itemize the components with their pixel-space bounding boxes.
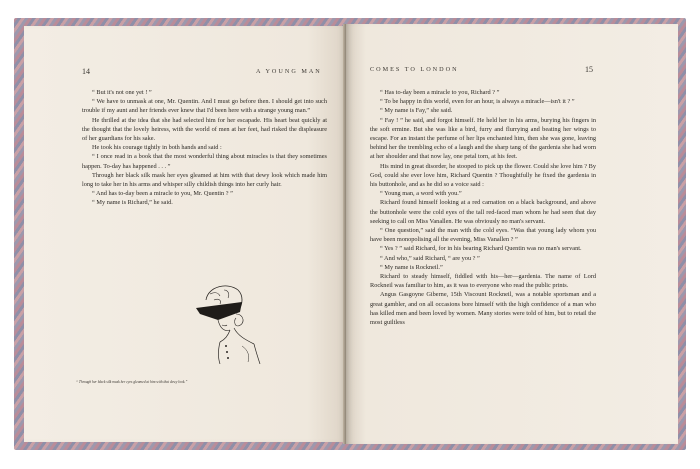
paragraph: “ Young man, a word with you.” bbox=[380, 190, 462, 198]
paragraph: “ My name is Richard,” he said. bbox=[92, 199, 173, 207]
paragraph: “ Yes ? ” said Richard, for in his bearing Richard Quentin was no man's servant. bbox=[380, 245, 582, 253]
paragraph: He took his courage tightly in both hands and said : bbox=[92, 144, 222, 152]
paragraph: “ One question,” said the man with the cold eyes. “Was that young lady whom you have been monopolising all the evening, Miss Vanallen ? ” bbox=[370, 227, 596, 244]
paragraph: Richard to steady himself, fiddled with his—her—gardenia. The name of Lord Rockneil was familiar to him, as it was to everyone who read the public prints. bbox=[370, 273, 596, 290]
right-page bbox=[346, 24, 678, 444]
left-page bbox=[24, 26, 346, 442]
running-head-right: COMES TO LONDON bbox=[370, 66, 459, 73]
page-number-right: 15 bbox=[585, 65, 593, 74]
paragraph: “ To be happy in this world, even for an hour, is always a miracle—isn't it ? ” bbox=[380, 98, 575, 106]
paragraph: “ My name is Fay,” she said. bbox=[380, 107, 453, 115]
paragraph: Richard found himself looking at a red carnation on a black background, and above the buttonhole were the cold eyes of the tall red-faced man whom he had seen that day seeking to call on Miss Vanallen. He was obviously no man's servant. bbox=[370, 199, 596, 225]
paragraph: “ And has to-day been a miracle to you, Mr. Quentin ? ” bbox=[92, 190, 233, 198]
paragraph: “ Has to-day been a miracle to you, Richard ? ” bbox=[380, 89, 500, 96]
page-number-left: 14 bbox=[82, 67, 90, 76]
paragraph: His mind in great disorder, he stooped to pick up the flower. Could she love him ? By God, could she ever love him, Richard Quentin ? Thoughtfully he fixed the gardenia in his buttonhole, and as he did so a voice said : bbox=[370, 162, 596, 189]
left-page-text bbox=[82, 88, 327, 208]
paragraph: “ And who,” said Richard, “ are you ? ” bbox=[380, 254, 480, 262]
masked-woman-illustration bbox=[184, 278, 264, 364]
paragraph: “ But it's not one yet ! ” bbox=[92, 89, 152, 96]
right-page-text bbox=[370, 88, 596, 327]
paragraph: Through her black silk mask her eyes gleamed at him with that dewy look which made him long to take her in his arms and whisper silly childish things into her curly hair. bbox=[82, 171, 327, 189]
running-head-left: A YOUNG MAN bbox=[256, 68, 322, 75]
paragraph: “ We have to unmask at one, Mr. Quentin. And I must go before then. I should get into such trouble if my aunt and her friends ever knew that I'd been here with a strange young man.” bbox=[82, 98, 327, 115]
paragraph: He thrilled at the idea that she had selected him for her escapade. His heart beat quickly at the thought that the lovely heiress, with the world of men at her feet, had risked the displeasure of her guardians for his sake. bbox=[82, 116, 327, 143]
paragraph: “ My name is Rockneil.” bbox=[380, 263, 443, 271]
paragraph: “ Fay ! ” he said, and forgot himself. He held her in his arms, burying his fingers in the soft ermine. But she was like a bird, furry and flurrying and beating her wings to escape. For an instant the perfume of her lips enchanted him, then she was gone, leaving behind her the trembling echo of a laugh and the sharp tang of the gardenia she had worn at her shoulder and that now lay, one petal torn, at his feet. bbox=[370, 116, 596, 161]
paragraph: “ I once read in a book that the most wonderful thing about miracles is that they sometimes happen. To-day has happened . . . ” bbox=[82, 153, 327, 170]
paragraph: Angus Gasgoyne Giberne, 15th Viscount Rockneil, was a notable sportsman and a great gambler, and on all occasions bore himself with the high confidence of a man who has killed men and been loved by women. Many stories were told of him, but to retail the most guiltless bbox=[370, 291, 596, 327]
illustration-caption: “ Through her black silk mask her eyes gleamed at him with that dewy look.” bbox=[76, 380, 188, 384]
